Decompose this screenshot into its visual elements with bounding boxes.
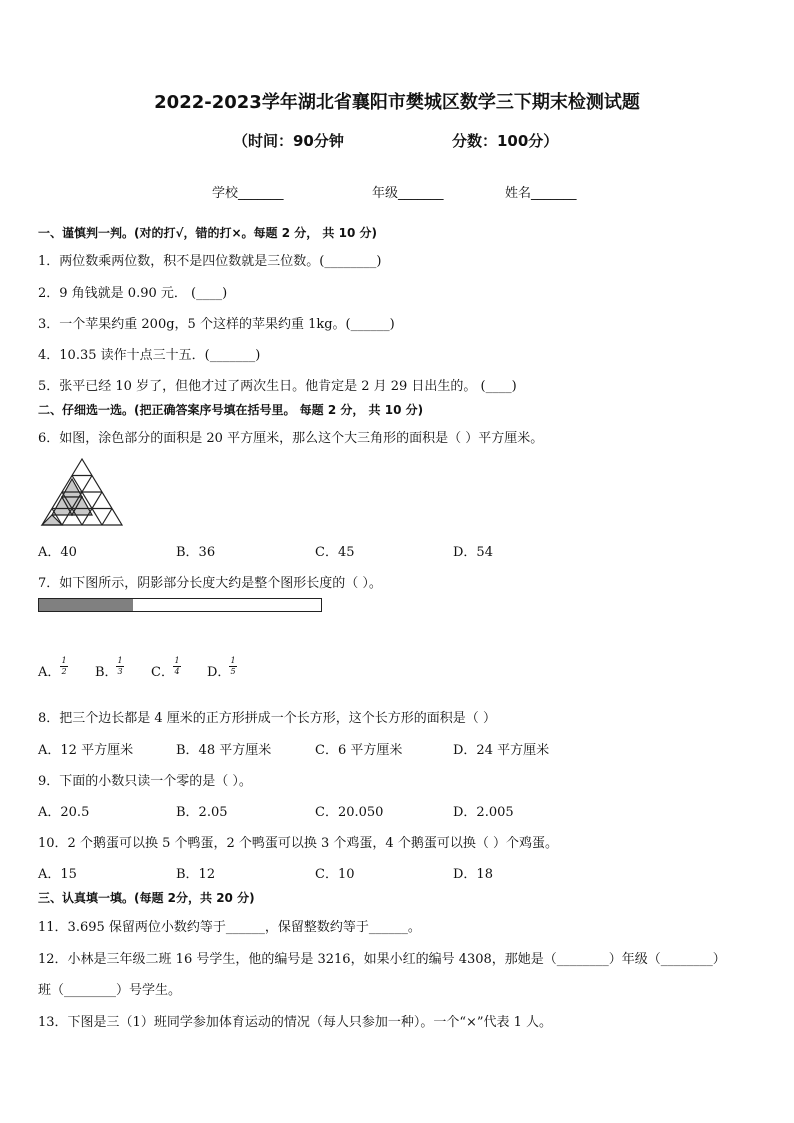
question-13: 13．下图是三（1）班同学参加体育运动的情况（每人只参加一种）。一个“×”代表 1 人。 bbox=[38, 1015, 553, 1030]
section-1-heading: 一、谨慎判一判。(对的打√，错的打×。每题 2 分， 共 10 分) bbox=[38, 226, 377, 240]
q8-option-a: A．12 平方厘米 bbox=[38, 743, 134, 758]
section-2-heading: 二、仔细选一选。(把正确答案序号填在括号里。 每题 2 分， 共 10 分) bbox=[38, 403, 424, 417]
fraction-third: 1 3 bbox=[117, 656, 123, 676]
question-8: 8．把三个边长都是 4 厘米的正方形拼成一个长方形，这个长方形的面积是（ ） bbox=[38, 711, 496, 726]
q9-option-b: B．2.05 bbox=[176, 805, 228, 820]
bar-figure bbox=[38, 598, 322, 612]
q7-option-a: A． bbox=[38, 665, 61, 680]
school-field: 学校_______ bbox=[212, 186, 284, 201]
question-10: 10．2 个鹅蛋可以换 5 个鸭蛋，2 个鸭蛋可以换 3 个鸡蛋，4 个鹅蛋可以换（ ）个鸡蛋。 bbox=[38, 836, 558, 851]
q7-option-b: B． bbox=[95, 665, 118, 680]
q8-option-d: D．24 平方厘米 bbox=[453, 743, 550, 758]
q6-option-b: B．36 bbox=[176, 545, 216, 560]
section-3-heading: 三、认真填一填。(每题 2分，共 20 分) bbox=[38, 891, 255, 905]
q9-option-c: C．20.050 bbox=[315, 805, 384, 820]
question-11: 11．3.695 保留两位小数约等于______，保留整数约等于______。 bbox=[38, 920, 421, 935]
q6-option-c: C．45 bbox=[315, 545, 355, 560]
q9-option-a: A．20.5 bbox=[38, 805, 90, 820]
grade-field: 年级_______ bbox=[372, 186, 444, 201]
question-9: 9．下面的小数只读一个零的是（ ）。 bbox=[38, 774, 252, 789]
bar-shaded-portion bbox=[39, 599, 133, 611]
q7-option-c: C． bbox=[151, 665, 174, 680]
q9-option-d: D．2.005 bbox=[453, 805, 514, 820]
question-6: 6．如图，涂色部分的面积是 20 平方厘米，那么这个大三角形的面积是（ ）平方厘米。 bbox=[38, 431, 544, 446]
question-1: 1．两位数乘两位数，积不是四位数就是三位数。(________) bbox=[38, 254, 382, 269]
question-5: 5．张平已经 10 岁了，但他才过了两次生日。他肯定是 2 月 29 日出生的。 (____) bbox=[38, 379, 517, 394]
fraction-half: 1 2 bbox=[61, 656, 67, 676]
q10-option-d: D．18 bbox=[453, 867, 493, 882]
q6-option-a: A．40 bbox=[38, 545, 77, 560]
page-title: 2022-2023学年湖北省襄阳市樊城区数学三下期末检测试题 bbox=[154, 92, 640, 113]
question-12-cont: 班（________）号学生。 bbox=[38, 983, 182, 998]
q10-option-c: C．10 bbox=[315, 867, 355, 882]
q10-option-b: B．12 bbox=[176, 867, 216, 882]
question-3: 3．一个苹果约重 200g，5 个这样的苹果约重 1kg。(______) bbox=[38, 317, 395, 332]
fraction-fifth: 1 5 bbox=[230, 656, 236, 676]
question-4: 4．10.35 读作十点三十五．(_______) bbox=[38, 348, 261, 363]
q6-option-d: D．54 bbox=[453, 545, 493, 560]
question-7: 7．如下图所示，阴影部分长度大约是整个图形长度的（ ）。 bbox=[38, 576, 382, 591]
q10-option-a: A．15 bbox=[38, 867, 77, 882]
triangle-figure bbox=[40, 455, 126, 529]
question-2: 2．9 角钱就是 0.90 元． (____) bbox=[38, 286, 228, 301]
q8-option-b: B．48 平方厘米 bbox=[176, 743, 272, 758]
time-label: （时间：90分钟 bbox=[233, 132, 344, 150]
score-label: 分数：100分） bbox=[452, 132, 559, 150]
q7-option-d: D． bbox=[207, 665, 231, 680]
fraction-quarter: 1 4 bbox=[174, 656, 180, 676]
question-12: 12．小林是三年级二班 16 号学生，他的编号是 3216，如果小红的编号 4308，那她是（________）年级（________） bbox=[38, 952, 726, 967]
q8-option-c: C．6 平方厘米 bbox=[315, 743, 403, 758]
name-field: 姓名_______ bbox=[505, 186, 577, 201]
